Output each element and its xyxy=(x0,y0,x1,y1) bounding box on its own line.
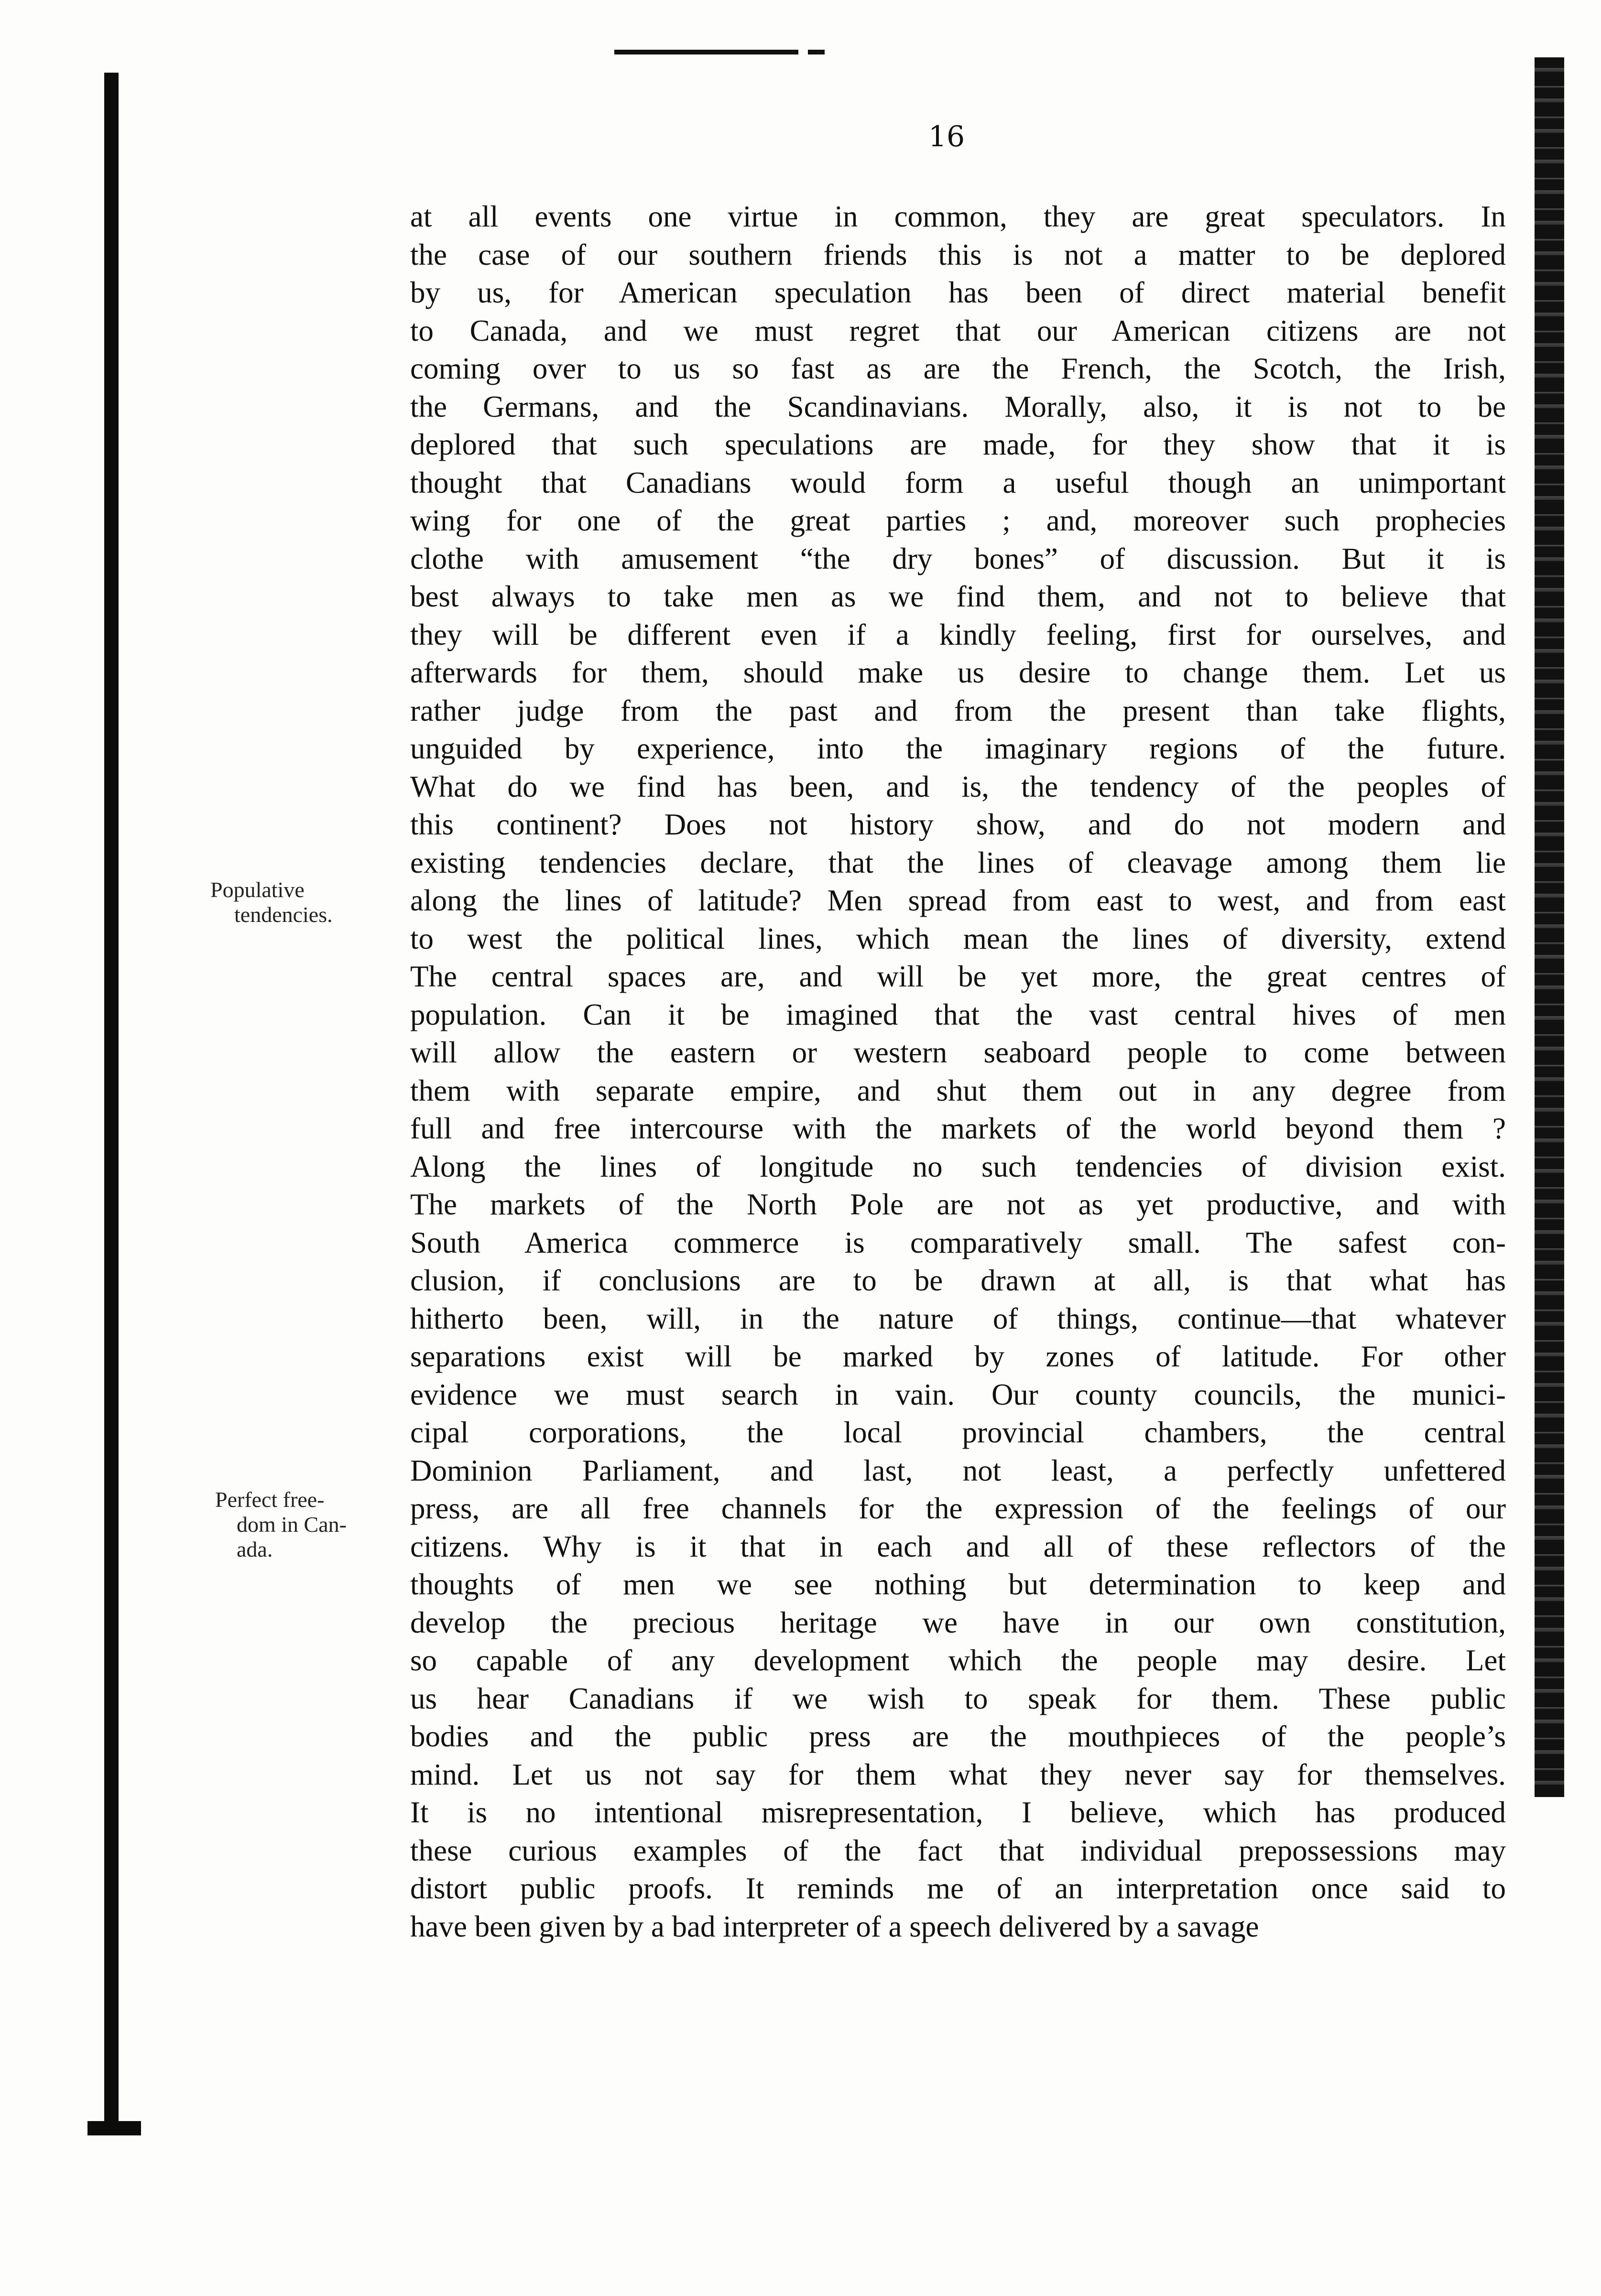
text-line: existing tendencies declare, that the lines of cleavage among them lie xyxy=(410,845,1506,879)
text-line: mind. Let us not say for them what they never say for themselves. xyxy=(410,1757,1506,1791)
text-line: distort public proofs. It reminds me of an interpretation once said to xyxy=(410,1872,1506,1905)
text-line: develop the precious heritage we have in our own constitution, xyxy=(410,1605,1506,1639)
margin-note-line: tendencies. xyxy=(234,902,333,927)
text-line: to Canada, and we must regret that our American citizens are not xyxy=(410,314,1506,347)
text-line: full and free intercourse with the markets of the world beyond them ? xyxy=(410,1112,1506,1145)
text-line: the Germans, and the Scandinavians. Morally, also, it is not to be xyxy=(410,390,1506,423)
text-line: clusion, if conclusions are to be drawn at all, is that what has xyxy=(410,1264,1506,1297)
text-line: will allow the eastern or western seaboard people to come between xyxy=(410,1036,1506,1069)
text-line: this continent? Does not history show, and do not modern and xyxy=(410,808,1506,841)
text-line: unguided by experience, into the imaginary regions of the future. xyxy=(410,732,1506,765)
text-line: us hear Canadians if we wish to speak for them. These public xyxy=(410,1681,1506,1715)
text-line: wing for one of the great parties ; and, moreover such prophecies xyxy=(410,504,1506,537)
margin-note-populative-tendencies xyxy=(210,877,333,927)
text-line: best always to take men as we find them, and not to believe that xyxy=(410,580,1506,613)
margin-note-line: dom in Can- xyxy=(237,1512,347,1537)
text-line: by us, for American speculation has been of direct material benefit xyxy=(410,276,1506,309)
margin-note-line: Perfect free- xyxy=(215,1487,325,1512)
text-line: they will be different even if a kindly feeling, first for ourselves, and xyxy=(410,617,1506,651)
text-line: the case of our southern friends this is not a matter to be deplored xyxy=(410,238,1506,271)
text-line: rather judge from the past and from the present than take flights, xyxy=(410,693,1506,727)
text-line: evidence we must search in vain. Our county councils, the munici- xyxy=(410,1377,1506,1411)
text-line: coming over to us so fast as are the French, the Scotch, the Irish, xyxy=(410,352,1506,385)
text-line: at all events one virtue in common, they are great speculators. In xyxy=(410,200,1506,233)
margin-note-perfect-freedom xyxy=(215,1487,347,1562)
text-line: hitherto been, will, in the nature of things, continue—that whatever xyxy=(410,1301,1506,1335)
text-line: South America commerce is comparatively small. The safest con- xyxy=(410,1225,1506,1259)
text-line: The markets of the North Pole are not as yet productive, and with xyxy=(410,1188,1506,1221)
text-line: Along the lines of longitude no such tendencies of division exist. xyxy=(410,1149,1506,1183)
text-line: along the lines of latitude? Men spread from east to west, and from east xyxy=(410,884,1506,917)
text-line: these curious examples of the fact that individual prepossessions may xyxy=(410,1833,1506,1867)
text-line: separations exist will be marked by zones of latitude. For other xyxy=(410,1340,1506,1373)
text-line: have been given by a bad interpreter of a speech delivered by a savage xyxy=(410,1909,1259,1943)
text-line: them with separate empire, and shut them out in any degree from xyxy=(410,1073,1506,1107)
margin-note-line: ada. xyxy=(237,1537,273,1561)
text-line: so capable of any development which the people may desire. Let xyxy=(410,1644,1506,1677)
text-line: to west the political lines, which mean the lines of diversity, extend xyxy=(410,921,1506,955)
top-rule-dash xyxy=(808,50,825,54)
text-line: press, are all free channels for the expression of the feelings of our xyxy=(410,1492,1506,1525)
text-line: thought that Canadians would form a useful though an unimportant xyxy=(410,466,1506,499)
body-text xyxy=(410,198,1506,1946)
binding-edge-left xyxy=(104,73,119,2133)
margin-note-line: Populative xyxy=(210,877,305,902)
text-line: The central spaces are, and will be yet more, the great centres of xyxy=(410,960,1506,993)
text-line: clothe with amusement “the dry bones” of discussion. But it is xyxy=(410,542,1506,575)
top-rule xyxy=(614,50,798,54)
text-line: Dominion Parliament, and last, not least, a perfectly unfettered xyxy=(410,1453,1506,1487)
text-line: cipal corporations, the local provincial chambers, the central xyxy=(410,1416,1506,1449)
text-line: population. Can it be imagined that the vast central hives of men xyxy=(410,997,1506,1031)
scan-edge-right xyxy=(1535,57,1564,1797)
text-line: bodies and the public press are the mouthpieces of the people’s xyxy=(410,1720,1506,1753)
text-line: deplored that such speculations are made, for they show that it is xyxy=(410,428,1506,461)
text-line: afterwards for them, should make us desire to change them. Let us xyxy=(410,656,1506,689)
text-line: citizens. Why is it that in each and all of these reflectors of the xyxy=(410,1529,1506,1563)
binding-edge-foot xyxy=(87,2121,141,2135)
page-number: 16 xyxy=(928,120,965,153)
text-line: thoughts of men we see nothing but determination to keep and xyxy=(410,1568,1506,1601)
text-line: It is no intentional misrepresentation, I believe, which has produced xyxy=(410,1796,1506,1829)
text-line: What do we find has been, and is, the tendency of the peoples of xyxy=(410,769,1506,803)
